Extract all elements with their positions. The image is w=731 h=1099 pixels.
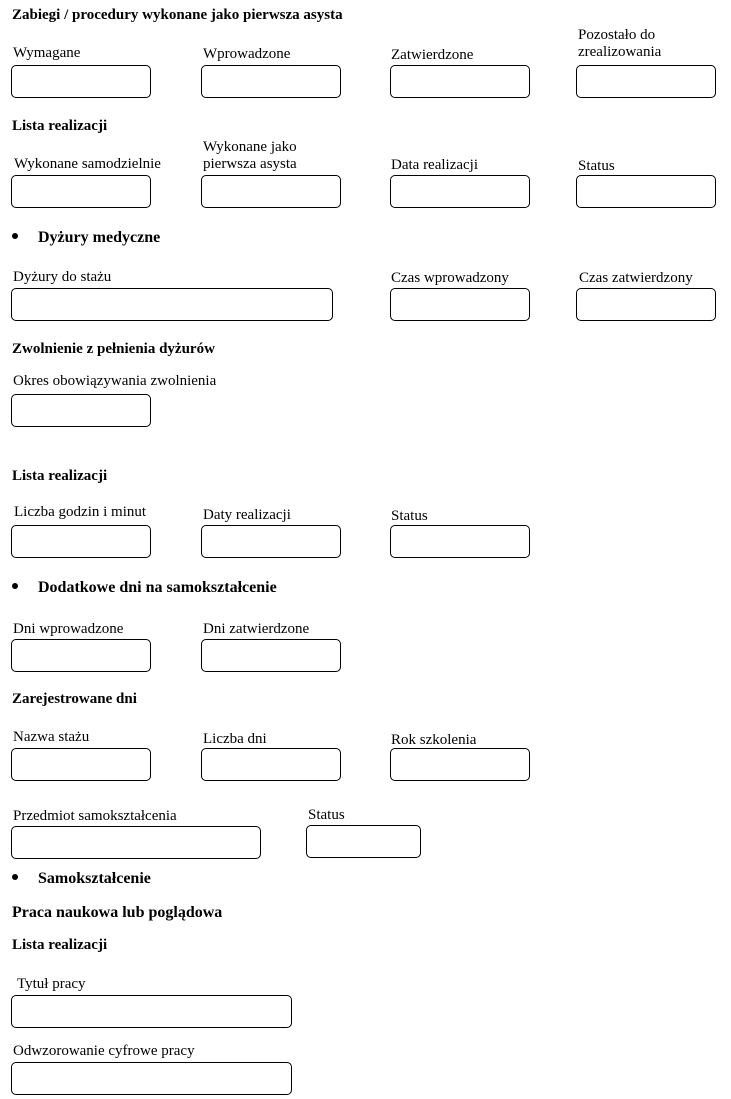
bullet-self-education xyxy=(12,870,151,888)
label-first-assist-line2: pierwsza asysta xyxy=(203,156,297,172)
status-field-2[interactable] xyxy=(390,525,530,558)
label-internship: Nazwa stażu xyxy=(13,729,90,745)
label-subject: Przedmiot samokształcenia xyxy=(13,808,177,824)
label-hours: Liczba godzin i minut xyxy=(14,504,147,520)
label-time-entered: Czas wprowadzony xyxy=(391,270,509,286)
label-approved: Zatwierdzone xyxy=(391,47,474,63)
label-days-entered: Dni wprowadzone xyxy=(13,621,124,637)
section-heading-first-assist: Zabiegi / procedury wykonane jako pierwsza asysta xyxy=(12,7,343,23)
days-entered-field[interactable] xyxy=(11,639,151,672)
section-heading-registered-days: Zarejestrowane dni xyxy=(12,691,137,707)
label-days-approved: Dni zatwierdzone xyxy=(203,621,310,637)
remaining-field[interactable] xyxy=(576,65,716,98)
section-heading-realization-list-2: Lista realizacji xyxy=(12,468,108,484)
internship-field[interactable] xyxy=(11,748,151,781)
label-required: Wymagane xyxy=(13,45,81,61)
time-entered-field[interactable] xyxy=(390,288,530,321)
bullet-icon xyxy=(12,233,18,239)
period-field[interactable] xyxy=(11,394,151,427)
label-first-assist xyxy=(203,139,297,173)
approved-field[interactable] xyxy=(390,65,530,98)
section-heading-duty-exemption: Zwolnienie z pełnienia dyżurów xyxy=(12,341,215,357)
year-field[interactable] xyxy=(390,748,530,781)
time-approved-field[interactable] xyxy=(576,288,716,321)
bullet-medical-duties xyxy=(12,229,160,247)
status-field[interactable] xyxy=(576,175,716,208)
label-days-count: Liczba dni xyxy=(203,731,267,747)
label-year: Rok szkolenia xyxy=(391,732,477,748)
status-field-3[interactable] xyxy=(306,825,421,858)
label-remaining-line2: zrealizowania xyxy=(578,44,662,60)
title-field[interactable] xyxy=(11,995,292,1028)
label-status-3: Status xyxy=(308,807,345,823)
days-approved-field[interactable] xyxy=(201,639,341,672)
label-dates: Daty realizacji xyxy=(203,507,291,523)
label-date: Data realizacji xyxy=(391,157,479,173)
entered-field[interactable] xyxy=(201,65,341,98)
required-field[interactable] xyxy=(11,65,151,98)
label-duties: Dyżury do stażu xyxy=(13,269,112,285)
digital-field[interactable] xyxy=(11,1062,292,1095)
label-time-approved: Czas zatwierdzony xyxy=(579,270,693,286)
date-field[interactable] xyxy=(390,175,530,208)
label-entered: Wprowadzone xyxy=(203,46,291,62)
bullet-medical-duties-label: Dyżury medyczne xyxy=(38,229,161,246)
bullet-additional-days-label: Dodatkowe dni na samokształcenie xyxy=(38,579,277,596)
duties-field[interactable] xyxy=(11,288,333,321)
independent-field[interactable] xyxy=(11,175,151,208)
subject-field[interactable] xyxy=(11,826,261,859)
bullet-icon xyxy=(12,874,18,880)
label-remaining-line1: Pozostało do xyxy=(578,27,656,43)
section-heading-scientific-work: Praca naukowa lub poglądowa xyxy=(12,904,223,921)
section-heading-realization-list: Lista realizacji xyxy=(12,118,108,134)
label-first-assist-line1: Wykonane jako xyxy=(203,139,297,155)
label-independent: Wykonane samodzielnie xyxy=(14,156,161,172)
label-status: Status xyxy=(578,158,615,174)
section-heading-realization-list-3: Lista realizacji xyxy=(12,937,108,953)
bullet-additional-days xyxy=(12,579,277,597)
dates-field[interactable] xyxy=(201,525,341,558)
label-digital: Odwzorowanie cyfrowe pracy xyxy=(13,1043,195,1059)
label-remaining xyxy=(578,27,661,61)
bullet-self-education-label: Samokształcenie xyxy=(38,870,151,887)
label-title: Tytuł pracy xyxy=(17,976,86,992)
label-status-2: Status xyxy=(391,508,428,524)
label-period: Okres obowiązywania zwolnienia xyxy=(13,373,217,389)
hours-field[interactable] xyxy=(11,525,151,558)
first-assist-field[interactable] xyxy=(201,175,341,208)
bullet-icon xyxy=(12,583,18,589)
days-count-field[interactable] xyxy=(201,748,341,781)
